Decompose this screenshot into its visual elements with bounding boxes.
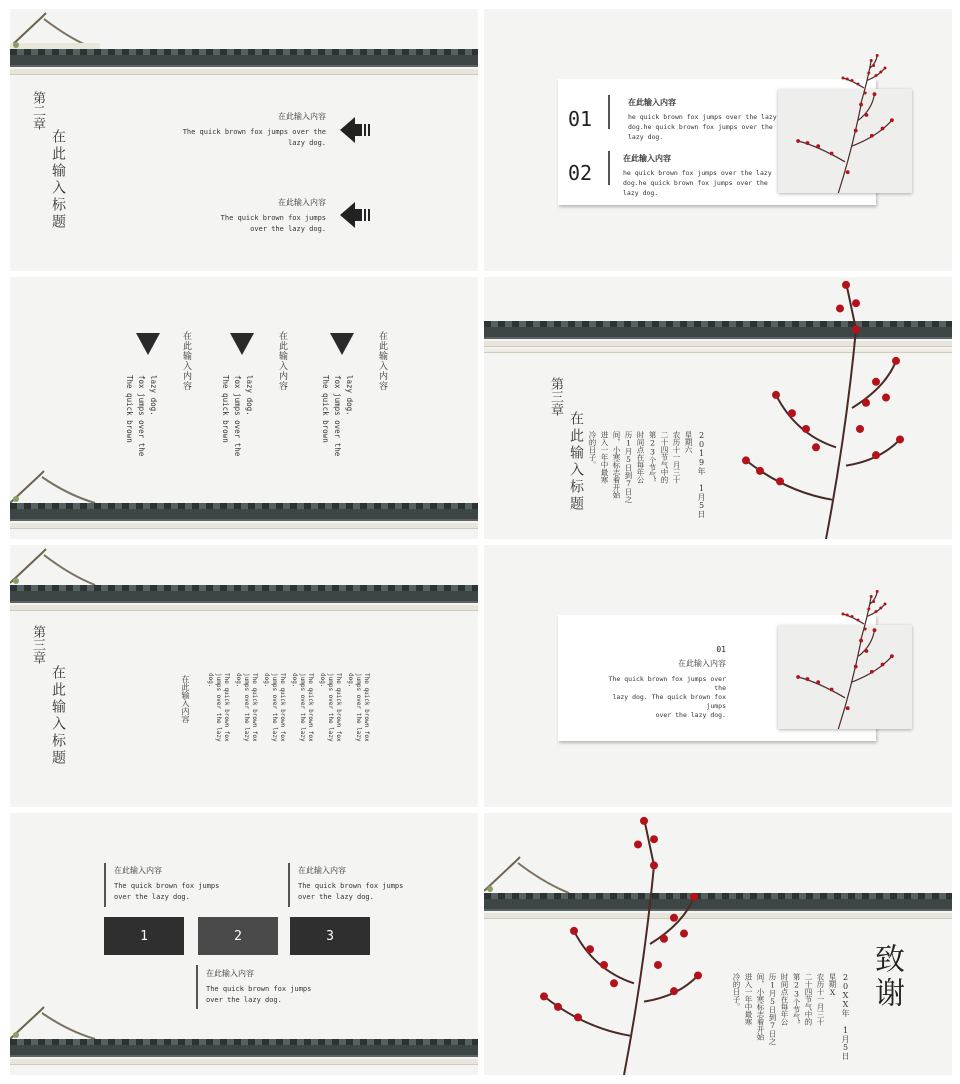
text-column: The quick brown fox jumps over the lazy dog. xyxy=(347,673,370,742)
chapter-label: 第三章 xyxy=(30,625,45,664)
divider xyxy=(288,863,290,907)
divider xyxy=(104,863,106,907)
divider xyxy=(608,151,610,185)
text-column: The quick brown fox jumps over the lazy dog. xyxy=(291,673,314,742)
item-body: lazy dog. The quick brown fox jumps xyxy=(612,693,726,710)
calendar-line: 星期X xyxy=(828,973,837,997)
calendar-line: 农历十一月三十 xyxy=(672,431,681,484)
item-body: he quick brown fox jumps over the lazy xyxy=(623,169,772,177)
calendar-line: 历1月5日到7日之 xyxy=(624,431,633,503)
text-columns xyxy=(204,673,370,743)
item-body: over the lazy dog. xyxy=(114,893,190,901)
calendar-line: 冷的日子。 xyxy=(588,431,597,469)
plum-photo xyxy=(778,625,912,729)
column-title: 在此输入内容 xyxy=(277,331,287,391)
item-title: 在此输入内容 xyxy=(623,153,671,163)
item-body: over the lazy dog. xyxy=(298,893,374,901)
calendar-line: 时间点在每年公 xyxy=(636,431,645,484)
column-title: 在此输入内容 xyxy=(377,331,387,391)
plum-photo xyxy=(778,89,912,193)
calendar-line: 时间点在每年公 xyxy=(780,973,789,1026)
plum-blossom-icon xyxy=(778,89,912,193)
calendar-line: 冷的日子。 xyxy=(732,973,741,1011)
content-block xyxy=(594,645,726,720)
item-body: The quick brown fox jumps xyxy=(220,214,326,222)
item-02 xyxy=(623,153,783,198)
plum-branch-icon xyxy=(534,813,734,1075)
item-title: 在此输入内容 xyxy=(298,866,346,875)
column-body-line: lazy dog. xyxy=(245,375,254,416)
slide-8[interactable] xyxy=(484,813,952,1075)
triangle-down-icon xyxy=(230,333,254,355)
slide-7[interactable] xyxy=(10,813,478,1075)
calendar-line: 二十四节气中的 xyxy=(660,431,669,484)
calendar-line: 间，小寒标志着开始 xyxy=(612,431,621,499)
column-body xyxy=(219,375,255,495)
slide-3[interactable] xyxy=(10,277,478,539)
text-column: The quick brown fox jumps over the lazy dog. xyxy=(207,673,230,742)
item-body: lazy dog. xyxy=(288,139,326,147)
date-label: 20XX年 1月5日 xyxy=(841,973,850,1060)
calendar-line: 第23个节气， xyxy=(648,431,657,487)
triangle-down-icon xyxy=(330,333,354,355)
slide-5[interactable] xyxy=(10,545,478,807)
slide-4[interactable] xyxy=(484,277,952,539)
step-box-2: 2 xyxy=(198,917,278,955)
plum-blossom-icon xyxy=(834,53,894,103)
arrow-left-icon xyxy=(340,200,372,230)
item-body: he quick brown fox jumps over the lazy xyxy=(628,113,777,121)
calendar-line: 第23个节气， xyxy=(792,973,801,1029)
item-body: The quick brown fox jumps over the xyxy=(182,128,326,136)
date-label: 2019年 1月5日 xyxy=(697,431,706,518)
number-01: 01 xyxy=(568,107,593,131)
item-body: The quick brown fox jumps xyxy=(298,882,404,890)
text-column: The quick brown fox jumps over the lazy dog. xyxy=(263,673,286,742)
item-title: 在此输入内容 xyxy=(114,866,162,875)
calendar-line: 进入一年中最寒 xyxy=(600,431,609,484)
triangle-down-icon xyxy=(136,333,160,355)
step-box-3: 3 xyxy=(290,917,370,955)
section-title: 在此输入标题 xyxy=(50,665,66,767)
calendar-line: 历1月5日到7日之 xyxy=(768,973,777,1045)
column-title: 在此输入内容 xyxy=(181,331,191,391)
slide-6[interactable] xyxy=(484,545,952,807)
item-body: over the lazy dog. xyxy=(206,996,282,1004)
divider xyxy=(608,95,610,129)
item-01 xyxy=(628,97,788,142)
column-body-line: The quick brown xyxy=(321,375,330,443)
text-column: The quick brown fox jumps over the lazy dog. xyxy=(235,673,258,742)
chapter-label: 第二章 xyxy=(30,91,45,130)
calendar-line: 进入一年中最寒 xyxy=(744,973,753,1026)
item-body: The quick brown fox jumps xyxy=(206,985,312,993)
column-body-line: lazy dog. xyxy=(149,375,158,416)
slide-2[interactable] xyxy=(484,9,952,271)
item-number: 01 xyxy=(716,645,726,654)
slide-1[interactable] xyxy=(10,9,478,271)
item-body: The quick brown fox jumps xyxy=(114,882,220,890)
item-1 xyxy=(114,865,254,903)
column-body-line: The quick brown xyxy=(221,375,230,443)
item-3 xyxy=(206,968,346,1006)
calendar-line: 星期六 xyxy=(684,431,693,454)
column-body-line: fox jumps over the xyxy=(233,375,242,457)
section-title: 在此输入标题 xyxy=(568,411,584,513)
chapter-label: 第三章 xyxy=(548,377,563,416)
thanks-title: 致谢 xyxy=(869,943,904,1011)
item-body: dog.he quick brown fox jumps over the xyxy=(628,123,773,131)
item-body: over the lazy dog. xyxy=(250,225,326,233)
calendar-text xyxy=(588,431,694,531)
plum-branch-icon xyxy=(736,277,936,539)
item-body: dog.he quick brown fox jumps over the xyxy=(623,179,768,187)
item-1 xyxy=(170,111,326,149)
item-body: The quick brown fox jumps over the xyxy=(608,675,726,692)
item-title: 在此输入内容 xyxy=(206,969,254,978)
text-column: The quick brown fox jumps over the lazy dog. xyxy=(319,673,342,742)
item-title: 在此输入内容 xyxy=(628,97,676,107)
item-body: lazy dog. xyxy=(623,189,659,197)
item-title: 在此输入内容 xyxy=(278,198,326,207)
step-box-1: 1 xyxy=(104,917,184,955)
divider xyxy=(196,965,198,1009)
section-title: 在此输入标题 xyxy=(50,129,66,231)
item-body: over the lazy dog. xyxy=(655,711,726,719)
item-title: 在此输入内容 xyxy=(678,659,726,668)
column-body-line: lazy dog. xyxy=(345,375,354,416)
item-body: lazy dog. xyxy=(628,133,664,141)
item-title: 在此输入内容 xyxy=(278,112,326,121)
calendar-text xyxy=(734,973,838,1073)
calendar-line: 间，小寒标志着开始 xyxy=(756,973,765,1041)
item-2 xyxy=(298,865,438,903)
number-02: 02 xyxy=(568,161,593,185)
plum-blossom-icon xyxy=(834,589,894,639)
subtitle: 在此输入内容 xyxy=(181,675,190,723)
arrow-left-icon xyxy=(340,115,372,145)
column-body-line: fox jumps over the xyxy=(137,375,146,457)
column-body xyxy=(123,375,159,495)
plum-blossom-icon xyxy=(778,625,912,729)
column-body xyxy=(319,375,355,495)
column-body-line: The quick brown xyxy=(125,375,134,443)
calendar-line: 二十四节气中的 xyxy=(804,973,813,1026)
calendar-line: 农历十一月三十 xyxy=(816,973,825,1026)
column-body-line: fox jumps over the xyxy=(333,375,342,457)
item-2 xyxy=(170,197,326,235)
